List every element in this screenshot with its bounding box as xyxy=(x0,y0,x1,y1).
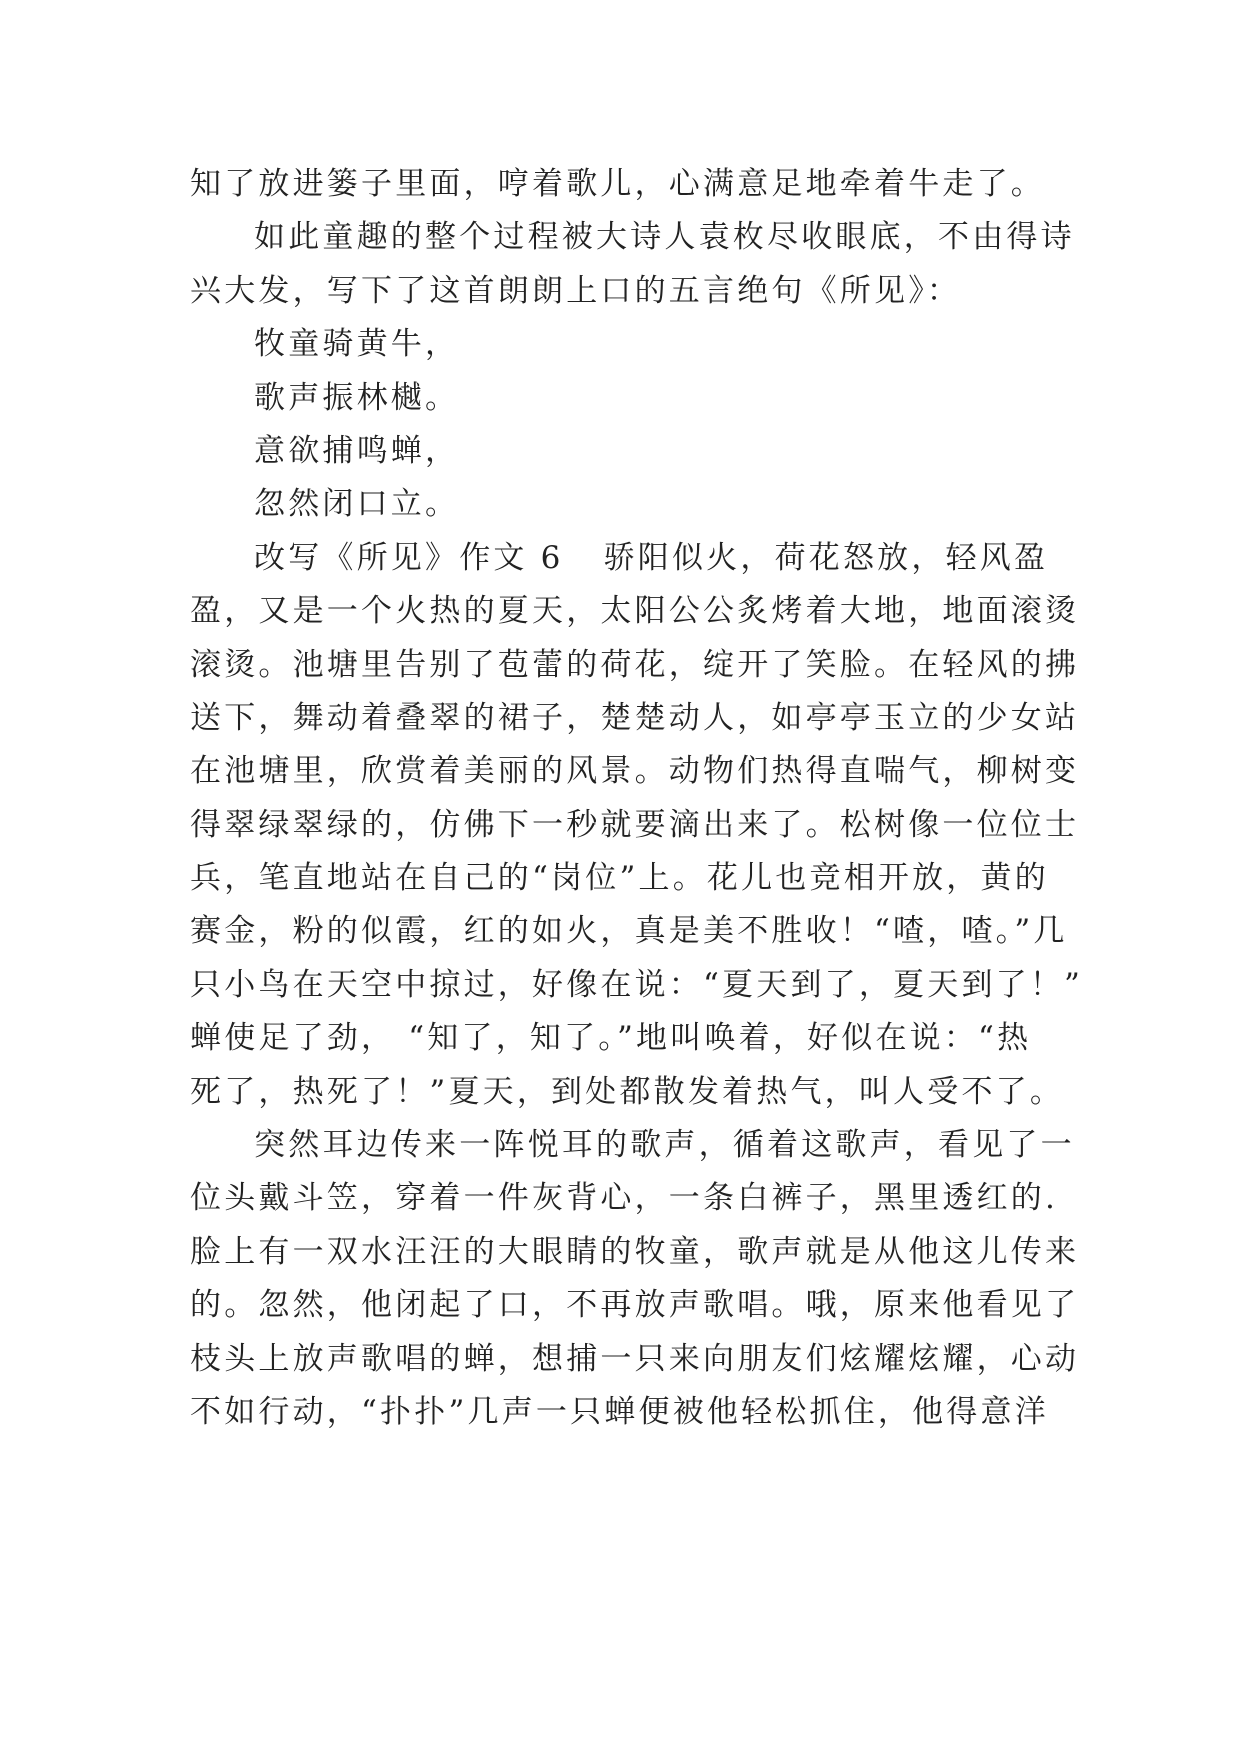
text-line: 蝉使足了劲， “知了，知了。”地叫唤着，好似在说：“热 xyxy=(190,1020,1032,1057)
text-line: 位头戴斗笠，穿着一件灰背心，一条白裤子，黑里透红的. xyxy=(190,1180,1059,1217)
poem-line: 歌声振林樾。 xyxy=(254,379,460,416)
text-line: 枝头上放声歌唱的蝉，想捕一只来向朋友们炫耀炫耀，心动 xyxy=(190,1340,1080,1377)
poem-line: 忽然闭口立。 xyxy=(254,486,460,523)
text-line: 盈，又是一个火热的夏天，太阳公公炙烤着大地，地面滚烫 xyxy=(190,593,1080,630)
text-line: 得翠绿翠绿的，仿佛下一秒就要滴出来了。松树像一位位士 xyxy=(190,806,1080,843)
text-line: 兴大发，写下了这首朗朗上口的五言绝句《所见》： xyxy=(190,272,962,309)
text-line: 的。忽然，他闭起了口，不再放声歌唱。哦，原来他看见了 xyxy=(190,1287,1080,1324)
text-line: 滚烫。池塘里告别了苞蕾的荷花，绽开了笑脸。在轻风的拂 xyxy=(190,646,1080,683)
text-line: 在池塘里，欣赏着美丽的风景。动物们热得直喘气，柳树变 xyxy=(190,753,1080,790)
document-body xyxy=(190,158,1084,1439)
text-line: 知了放进篓子里面，哼着歌儿，心满意足地牵着牛走了。 xyxy=(190,166,1045,202)
text-line: 不如行动，“扑扑”几声一只蝉便被他轻松抓住，他得意洋 xyxy=(190,1393,1049,1430)
section-heading: 改写《所见》作文 6 xyxy=(254,539,564,576)
poem-line: 意欲捕鸣蝉， xyxy=(254,432,460,469)
text-line: 送下，舞动着叠翠的裙子，楚楚动人，如亭亭玉立的少女站 xyxy=(190,699,1080,736)
text-line: 只小鸟在天空中掠过，好像在说：“夏天到了，夏天到了！” xyxy=(190,966,1084,1003)
section-heading-line xyxy=(190,532,1050,585)
text-line: 兵，笔直地站在自己的“岗位”上。花儿也竞相开放，黄的 xyxy=(190,860,1049,897)
text-line: 如此童趣的整个过程被大诗人袁枚尽收眼底，不由得诗 xyxy=(254,219,1075,256)
text-line: 脸上有一双水汪汪的大眼睛的牧童，歌声就是从他这儿传来 xyxy=(190,1233,1080,1270)
section-opening-text: 骄阳似火，荷花怒放，轻风盈 xyxy=(603,539,1049,576)
text-line: 突然耳边传来一阵悦耳的歌声，循着这歌声，看见了一 xyxy=(254,1127,1075,1164)
poem-line: 牧童骑黄牛， xyxy=(254,326,460,363)
text-line: 死了，热死了！”夏天，到处都散发着热气，叫人受不了。 xyxy=(190,1073,1065,1110)
text-line: 赛金，粉的似霞，红的如火，真是美不胜收！“喳，喳。”几 xyxy=(190,913,1068,950)
